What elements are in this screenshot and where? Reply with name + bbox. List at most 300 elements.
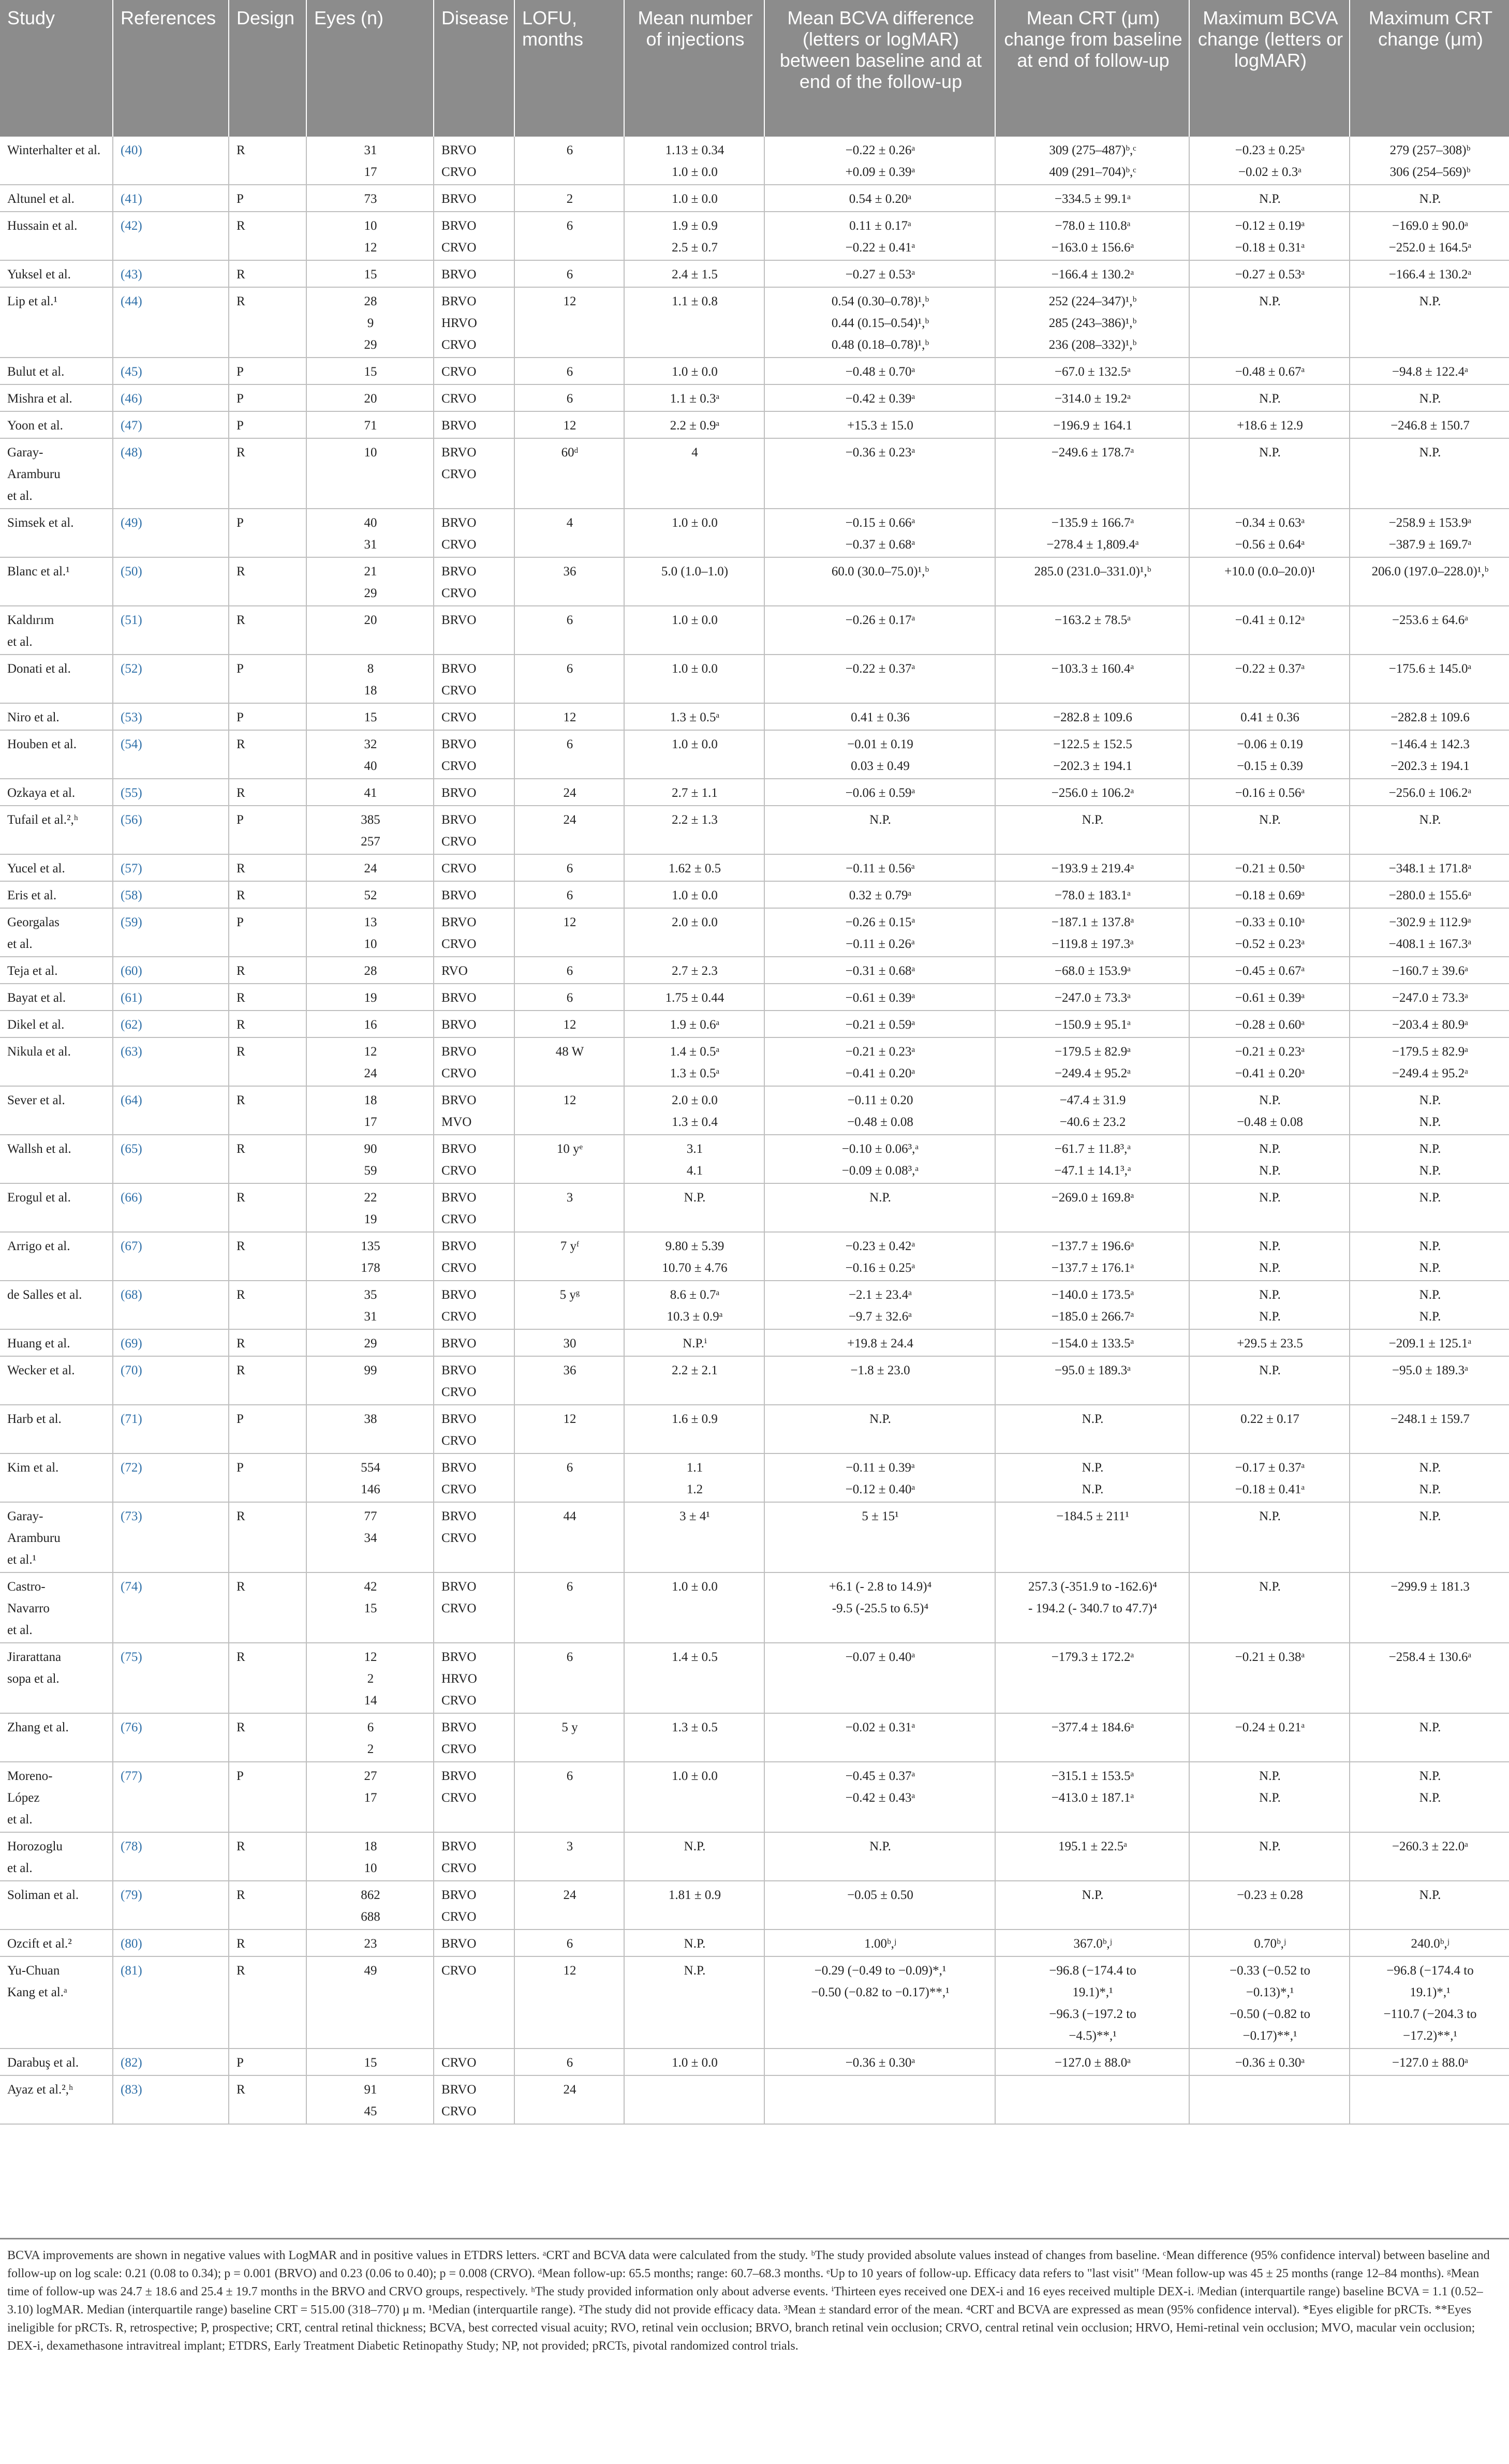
reference-link-text[interactable]: (45) <box>121 365 142 379</box>
lofu-cell <box>514 358 624 384</box>
injections-cell-line: 2.2 ± 1.3 <box>672 813 718 827</box>
injections-cell-line: 1.81 ± 0.9 <box>668 1888 721 1902</box>
reference-link-text[interactable]: (78) <box>121 1839 142 1853</box>
eyes-cell-line: 10 <box>364 219 377 233</box>
reference-link-text[interactable]: (74) <box>121 1580 142 1594</box>
eyes-cell <box>306 957 434 984</box>
reference-link-text[interactable]: (73) <box>121 1509 142 1523</box>
injections-cell <box>624 655 764 703</box>
design-cell-text: R <box>236 1720 245 1734</box>
reference-link-text[interactable]: (70) <box>121 1363 142 1377</box>
max-bcva-cell-line: N.P. <box>1259 1261 1281 1275</box>
study-cell <box>0 1281 113 1329</box>
study-cell-line: Blanc et al.¹ <box>7 565 70 578</box>
injections-cell-line: 1.0 ± 0.0 <box>672 1580 718 1594</box>
design-cell-text: P <box>236 1461 244 1475</box>
disease-cell-line: CRVO <box>441 759 477 773</box>
eyes-cell <box>306 1281 434 1329</box>
mean-crt-cell-line: −140.0 ± 173.5ᵃ <box>1051 1288 1134 1302</box>
eyes-cell <box>306 1232 434 1281</box>
study-cell <box>0 1329 113 1356</box>
injections-cell <box>624 1713 764 1762</box>
reference-link-text[interactable]: (67) <box>121 1239 142 1253</box>
disease-cell <box>434 557 514 606</box>
max-crt-cell <box>1350 1086 1509 1135</box>
table-row <box>0 384 1509 411</box>
max-bcva-cell-line: −0.34 ± 0.63ᵃ <box>1235 516 1305 530</box>
mean-crt-cell-line: 252 (224–347)¹,ᵇ <box>1048 294 1137 308</box>
mean-crt-cell <box>995 509 1189 557</box>
mean-crt-cell <box>995 908 1189 957</box>
max-bcva-cell-line: −0.13)*,¹ <box>1246 1985 1294 1999</box>
lofu-cell-text: 7 yᶠ <box>560 1239 580 1253</box>
reference-link-text[interactable]: (82) <box>121 2056 142 2070</box>
design-cell <box>229 1956 306 2049</box>
reference-link-text[interactable]: (46) <box>121 392 142 406</box>
design-cell <box>229 1881 306 1929</box>
eyes-cell-line: 15 <box>364 2056 377 2070</box>
max-bcva-cell <box>1189 1572 1350 1643</box>
table-row <box>0 1281 1509 1329</box>
disease-cell <box>434 957 514 984</box>
max-crt-cell <box>1350 411 1509 438</box>
reference-link-text[interactable]: (53) <box>121 710 142 724</box>
mean-bcva-cell <box>764 1086 995 1135</box>
reference-link <box>113 384 229 411</box>
disease-cell <box>434 1713 514 1762</box>
eyes-cell-line: 52 <box>364 888 377 902</box>
max-bcva-cell-line: −0.56 ± 0.64ᵃ <box>1235 538 1305 552</box>
mean-bcva-cell <box>764 1502 995 1572</box>
max-crt-cell-line: −408.1 ± 167.3ᵃ <box>1388 937 1472 951</box>
injections-cell <box>624 1762 764 1832</box>
injections-cell-line: 2.7 ± 1.1 <box>672 786 718 800</box>
design-cell <box>229 1502 306 1572</box>
lofu-cell-text: 6 <box>566 737 573 751</box>
mean-bcva-cell <box>764 806 995 854</box>
max-bcva-cell <box>1189 779 1350 806</box>
injections-cell <box>624 384 764 411</box>
max-bcva-cell <box>1189 509 1350 557</box>
study-cell <box>0 881 113 908</box>
max-bcva-cell <box>1189 1643 1350 1713</box>
eyes-cell-line: 31 <box>364 143 377 157</box>
design-cell-text: R <box>236 294 245 308</box>
lofu-cell <box>514 137 624 185</box>
reference-link-text[interactable]: (75) <box>121 1650 142 1664</box>
max-bcva-cell-line: N.P. <box>1259 1142 1281 1156</box>
disease-cell-line: BRVO <box>441 1412 477 1426</box>
max-crt-cell <box>1350 1232 1509 1281</box>
mean-bcva-cell <box>764 287 995 358</box>
study-cell-line: Kang et al.ᵃ <box>7 1985 67 1999</box>
max-bcva-cell <box>1189 2049 1350 2075</box>
study-cell <box>0 557 113 606</box>
max-crt-cell <box>1350 779 1509 806</box>
table-row <box>0 854 1509 881</box>
reference-link-text[interactable]: (41) <box>121 192 142 206</box>
disease-cell-line: CRVO <box>441 365 477 379</box>
study-cell-line: Niro et al. <box>7 710 60 724</box>
study-cell <box>0 1405 113 1453</box>
disease-cell <box>434 509 514 557</box>
study-cell <box>0 509 113 557</box>
reference-link-text[interactable]: (52) <box>121 662 142 676</box>
disease-cell-line: BRVO <box>441 991 477 1005</box>
lofu-cell-text: 6 <box>566 2056 573 2070</box>
reference-link-text[interactable]: (64) <box>121 1093 142 1107</box>
lofu-cell <box>514 557 624 606</box>
max-bcva-cell <box>1189 1183 1350 1232</box>
injections-cell <box>624 1405 764 1453</box>
study-cell-line: et al. <box>7 1813 33 1827</box>
study-cell-line: Nikula et al. <box>7 1045 71 1059</box>
max-bcva-cell-line: N.P. <box>1259 294 1281 308</box>
disease-cell-line: BRVO <box>441 813 477 827</box>
design-cell <box>229 384 306 411</box>
table-row <box>0 779 1509 806</box>
study-cell-line: Simsek et al. <box>7 516 74 530</box>
injections-cell-line: 1.3 ± 0.5ᵃ <box>670 710 720 724</box>
max-bcva-cell-line: −0.22 ± 0.37ᵃ <box>1235 662 1305 676</box>
disease-cell <box>434 606 514 655</box>
design-cell <box>229 1453 306 1502</box>
max-crt-cell-line: −175.6 ± 145.0ᵃ <box>1388 662 1472 676</box>
reference-link-text[interactable]: (58) <box>121 888 142 902</box>
study-cell-line: Huang et al. <box>7 1337 70 1350</box>
injections-cell <box>624 806 764 854</box>
eyes-cell-line: 32 <box>364 737 377 751</box>
study-cell <box>0 137 113 185</box>
injections-cell-line: 1.0 ± 0.0 <box>672 192 718 206</box>
reference-link-text[interactable]: (81) <box>121 1964 142 1978</box>
study-cell-line: Erogul et al. <box>7 1191 71 1205</box>
eyes-cell-line: 2 <box>367 1742 374 1756</box>
study-cell <box>0 1183 113 1232</box>
study-cell-line: et al. <box>7 1861 33 1875</box>
design-cell-text: P <box>236 192 244 206</box>
mean-bcva-cell <box>764 438 995 509</box>
injections-cell-line: 4 <box>691 446 698 459</box>
eyes-cell-line: 12 <box>364 241 377 255</box>
mean-bcva-cell-line: 5 ± 15¹ <box>862 1509 899 1523</box>
study-cell-line: Dikel et al. <box>7 1018 65 1032</box>
disease-cell <box>434 2049 514 2075</box>
injections-cell-line: 3 ± 4¹ <box>679 1509 710 1523</box>
reference-link-text[interactable]: (54) <box>121 737 142 751</box>
injections-cell <box>624 1832 764 1881</box>
reference-link-text[interactable]: (42) <box>121 219 142 233</box>
mean-crt-cell-line: −78.0 ± 183.1ᵃ <box>1054 888 1131 902</box>
eyes-cell-line: 29 <box>364 1337 377 1350</box>
reference-link-text[interactable]: (76) <box>121 1720 142 1734</box>
lofu-cell-text: 36 <box>563 565 576 578</box>
max-crt-cell <box>1350 1453 1509 1502</box>
lofu-cell <box>514 1643 624 1713</box>
design-cell-text: R <box>236 565 245 578</box>
reference-link-text[interactable]: (68) <box>121 1288 142 1302</box>
reference-link-text[interactable]: (55) <box>121 786 142 800</box>
max-crt-cell-line: 206.0 (197.0–228.0)¹,ᵇ <box>1371 565 1489 578</box>
eyes-cell <box>306 1881 434 1929</box>
injections-cell <box>624 1572 764 1643</box>
mean-crt-cell-line: −413.0 ± 187.1ᵃ <box>1051 1791 1134 1805</box>
max-crt-cell-line: −387.9 ± 169.7ᵃ <box>1388 538 1472 552</box>
mean-bcva-cell <box>764 1956 995 2049</box>
eyes-cell-line: 12 <box>364 1650 377 1664</box>
disease-cell-line: BRVO <box>441 565 477 578</box>
study-cell-line: Harb et al. <box>7 1412 62 1426</box>
max-bcva-cell <box>1189 703 1350 730</box>
injections-cell-line: N.P.ⁱ <box>683 1337 707 1350</box>
max-crt-cell-line: −258.4 ± 130.6ᵃ <box>1388 1650 1472 1664</box>
mean-crt-cell <box>995 1929 1189 1956</box>
reference-link <box>113 854 229 881</box>
table-row <box>0 1502 1509 1572</box>
max-bcva-cell-line: −0.33 (−0.52 to <box>1230 1964 1310 1978</box>
eyes-cell-line: 35 <box>364 1288 377 1302</box>
mean-crt-cell-line: N.P. <box>1082 1482 1104 1496</box>
eyes-cell <box>306 1643 434 1713</box>
reference-link-text[interactable]: (63) <box>121 1045 142 1059</box>
study-cell-line: Moreno- <box>7 1769 53 1783</box>
study-cell-line: Ozkaya et al. <box>7 786 76 800</box>
mean-crt-cell <box>995 655 1189 703</box>
lofu-cell <box>514 1956 624 2049</box>
reference-link-text[interactable]: (65) <box>121 1142 142 1156</box>
mean-bcva-cell-line: −0.22 ± 0.37ᵃ <box>845 662 915 676</box>
reference-link-text[interactable]: (51) <box>121 613 142 627</box>
max-crt-cell <box>1350 1881 1509 1929</box>
injections-cell-line: 1.1 ± 0.8 <box>672 294 718 308</box>
mean-bcva-cell-line: +15.3 ± 15.0 <box>847 419 913 433</box>
lofu-cell-text: 48 W <box>555 1045 584 1059</box>
design-cell-text: R <box>236 268 245 281</box>
mean-bcva-cell-line: −0.02 ± 0.31ᵃ <box>845 1720 915 1734</box>
max-bcva-cell <box>1189 1356 1350 1405</box>
mean-crt-cell <box>995 1643 1189 1713</box>
design-cell <box>229 806 306 854</box>
study-cell-line: Kim et al. <box>7 1461 59 1475</box>
mean-bcva-cell-line: −0.21 ± 0.59ᵃ <box>845 1018 915 1032</box>
max-crt-cell-line: N.P. <box>1419 1261 1441 1275</box>
reference-link-text[interactable]: (49) <box>121 516 142 530</box>
study-cell-line: Zhang et al. <box>7 1720 69 1734</box>
max-crt-cell <box>1350 854 1509 881</box>
max-bcva-cell-line: N.P. <box>1259 1580 1281 1594</box>
reference-link-text[interactable]: (43) <box>121 268 142 281</box>
reference-link-text[interactable]: (83) <box>121 2083 142 2097</box>
design-cell <box>229 1356 306 1405</box>
reference-link-text[interactable]: (71) <box>121 1412 142 1426</box>
reference-link-text[interactable]: (72) <box>121 1461 142 1475</box>
lofu-cell-text: 12 <box>563 1412 576 1426</box>
eyes-cell-line: 6 <box>367 1720 374 1734</box>
max-bcva-cell-line: −0.21 ± 0.23ᵃ <box>1235 1045 1305 1059</box>
header-lofu: LOFU, months <box>514 0 624 137</box>
disease-cell <box>434 1929 514 1956</box>
injections-cell <box>624 260 764 287</box>
injections-cell <box>624 881 764 908</box>
study-cell-line: Lip et al.¹ <box>7 294 58 308</box>
lofu-cell <box>514 730 624 779</box>
mean-crt-cell <box>995 384 1189 411</box>
lofu-cell <box>514 212 624 260</box>
mean-crt-cell-line: −334.5 ± 99.1ᵃ <box>1054 192 1131 206</box>
reference-link-text[interactable]: (50) <box>121 565 142 578</box>
reference-link-text[interactable]: (60) <box>121 964 142 978</box>
max-crt-cell-line: −17.2)**,¹ <box>1403 2029 1457 2043</box>
mean-crt-cell <box>995 1832 1189 1881</box>
eyes-cell <box>306 655 434 703</box>
reference-link-text[interactable]: (59) <box>121 915 142 929</box>
study-cell <box>0 984 113 1011</box>
max-crt-cell-line: −280.0 ± 155.6ᵃ <box>1388 888 1472 902</box>
reference-link-text[interactable]: (48) <box>121 446 142 459</box>
max-bcva-cell-line: −0.21 ± 0.50ᵃ <box>1235 862 1305 875</box>
max-crt-cell-line: N.P. <box>1419 1720 1441 1734</box>
mean-bcva-cell-line: −0.09 ± 0.08³,ᵃ <box>841 1164 919 1178</box>
disease-cell-line: BRVO <box>441 1337 477 1350</box>
disease-cell <box>434 908 514 957</box>
reference-link-text[interactable]: (77) <box>121 1769 142 1783</box>
mean-bcva-cell-line: 0.41 ± 0.36 <box>851 710 910 724</box>
reference-link-text[interactable]: (79) <box>121 1888 142 1902</box>
eyes-cell-line: 49 <box>364 1964 377 1978</box>
mean-bcva-cell-line: −0.01 ± 0.19 <box>847 737 913 751</box>
mean-crt-cell-line: −67.0 ± 132.5ᵃ <box>1054 365 1131 379</box>
max-crt-cell-line: −246.8 ± 150.7 <box>1390 419 1470 433</box>
lofu-cell <box>514 1832 624 1881</box>
max-bcva-cell-line: N.P. <box>1259 1239 1281 1253</box>
design-cell <box>229 1011 306 1037</box>
lofu-cell <box>514 1881 624 1929</box>
max-bcva-cell-line: −0.24 ± 0.21ᵃ <box>1235 1720 1305 1734</box>
injections-cell-line: 1.62 ± 0.5 <box>668 862 721 875</box>
reference-link-text[interactable]: (80) <box>121 1937 142 1951</box>
reference-link-text[interactable]: (61) <box>121 991 142 1005</box>
reference-link <box>113 1762 229 1832</box>
mean-bcva-cell-line: −0.15 ± 0.66ᵃ <box>845 516 915 530</box>
lofu-cell-text: 12 <box>563 1964 576 1978</box>
mean-crt-cell-line: −166.4 ± 130.2ᵃ <box>1051 268 1134 281</box>
disease-cell <box>434 1183 514 1232</box>
reference-link-text[interactable]: (44) <box>121 294 142 308</box>
max-bcva-cell <box>1189 1281 1350 1329</box>
disease-cell-line: CRVO <box>441 1861 477 1875</box>
disease-cell-line: BRVO <box>441 1769 477 1783</box>
mean-crt-cell-line: −119.8 ± 197.3ᵃ <box>1052 937 1134 951</box>
disease-cell-line: BRVO <box>441 888 477 902</box>
eyes-cell-line: 34 <box>364 1531 377 1545</box>
injections-cell-line: N.P. <box>684 1937 706 1951</box>
study-cell <box>0 2075 113 2124</box>
design-cell <box>229 854 306 881</box>
disease-cell-line: CRVO <box>441 1261 477 1275</box>
lofu-cell <box>514 509 624 557</box>
mean-crt-cell-line: −137.7 ± 196.6ᵃ <box>1051 1239 1134 1253</box>
reference-link-text[interactable]: (47) <box>121 419 142 433</box>
max-bcva-cell <box>1189 1762 1350 1832</box>
max-crt-cell <box>1350 1713 1509 1762</box>
max-crt-cell <box>1350 1135 1509 1183</box>
eyes-cell-line: 28 <box>364 294 377 308</box>
table-row <box>0 1037 1509 1086</box>
study-cell-line: et al. <box>7 635 33 649</box>
mean-crt-cell-line: 195.1 ± 22.5ᵃ <box>1058 1839 1128 1853</box>
max-crt-cell-line: N.P. <box>1419 1791 1441 1805</box>
mean-bcva-cell <box>764 606 995 655</box>
mean-bcva-cell <box>764 1643 995 1713</box>
design-cell <box>229 137 306 185</box>
design-cell-text: R <box>236 1650 245 1664</box>
mean-crt-cell-line: 367.0ᵇ,ʲ <box>1073 1937 1112 1951</box>
disease-cell-line: BRVO <box>441 1191 477 1205</box>
mean-bcva-cell-line: −0.27 ± 0.53ᵃ <box>845 268 915 281</box>
mean-crt-cell <box>995 1453 1189 1502</box>
eyes-cell-line: 16 <box>364 1018 377 1032</box>
max-bcva-cell-line: +29.5 ± 23.5 <box>1237 1337 1303 1350</box>
disease-cell-line: CRVO <box>441 1791 477 1805</box>
mean-crt-cell <box>995 1956 1189 2049</box>
injections-cell-line: 1.2 <box>686 1482 703 1496</box>
reference-link-text[interactable]: (62) <box>121 1018 142 1032</box>
mean-bcva-cell-line: −0.48 ± 0.70ᵃ <box>845 365 915 379</box>
max-crt-cell <box>1350 806 1509 854</box>
reference-link-text[interactable]: (66) <box>121 1191 142 1205</box>
table-row <box>0 1572 1509 1643</box>
lofu-cell-text: 60ᵈ <box>561 446 579 459</box>
design-cell-text: R <box>236 1239 245 1253</box>
lofu-cell <box>514 957 624 984</box>
mean-crt-cell <box>995 557 1189 606</box>
max-bcva-cell-line: −0.28 ± 0.60ᵃ <box>1235 1018 1305 1032</box>
reference-link-text[interactable]: (40) <box>121 143 142 157</box>
lofu-cell <box>514 655 624 703</box>
injections-cell <box>624 212 764 260</box>
reference-link <box>113 1929 229 1956</box>
reference-link-text[interactable]: (56) <box>121 813 142 827</box>
reference-link-text[interactable]: (57) <box>121 862 142 875</box>
reference-link <box>113 1832 229 1881</box>
reference-link-text[interactable]: (69) <box>121 1337 142 1350</box>
study-cell <box>0 854 113 881</box>
header-references: References <box>113 0 229 137</box>
mean-crt-cell-line: N.P. <box>1082 813 1104 827</box>
study-cell <box>0 1572 113 1643</box>
mean-crt-cell-line: N.P. <box>1082 1412 1104 1426</box>
mean-bcva-cell <box>764 1135 995 1183</box>
eyes-cell <box>306 1086 434 1135</box>
table-footnote: BCVA improvements are shown in negative values with LogMAR and in positive values in ETDRS letters. ᵃCRT and BCVA data were calculated from the study. ᵇThe study provided absolute values instead of changes from baseline. ᶜMean difference (95% confidence interval) between baseline and follow-up on log scale: 0.21 (0.08 to 0.34); p = 0.001 (BRVO) and 0.23 (0.06 to 0.40); p = 0.008 (CRVO). ᵈMean follow-up: 65.5 months; range: 60.7–68.3 months. ᵉUp to 10 years of follow-up. Efficacy data refers to "last visit" ᶠMean follow-up was 45 ± 25 months (range 12–84 months). ᵍMean time of follow-up was 24.7 ± 18.6 and 25.4 ± 19.7 months in the BRVO and CRVO groups, respectively. ʰThe study provided information only about adverse events. ⁱThirteen eyes received one DEX-i and 16 eyes received multiple DEX-i. ʲMedian (interquartile range) baseline BCVA = 1.1 (0.52–3.10) logMAR. Median (interquartile range) baseline CRT = 515.00 (318–770) μ m. ¹Median (interquartile range). ²The study did not provide efficacy data. ³Mean ± standard error of the mean. ⁴CRT and BCVA are expressed as mean (95% confidence interval). *Eyes eligible for pRCTs. **Eyes ineligible for pRCTs. R, retrospective; P, prospective; CRT, central retinal thickness; BCVA, best corrected visual acuity; RVO, retinal vein occlusion; BRVO, branch retinal vein occlusion; CRVO, central retinal vein occlusion; HRVO, Hemi-retinal vein occlusion; MVO, macular vein occlusion; DEX-i, dexamethasone intravitreal implant; ETDRS, Early Treatment Diabetic Retinopathy Study; NP, not provided; pRCTs, pivotal randomized control trials. <box>0 2238 1509 2355</box>
eyes-cell <box>306 557 434 606</box>
injections-cell-line: 10.70 ± 4.76 <box>662 1261 728 1275</box>
study-cell-line: Ozcift et al.² <box>7 1937 72 1951</box>
study-cell-line: Navarro <box>7 1601 50 1615</box>
study-cell-line: Wallsh et al. <box>7 1142 71 1156</box>
design-cell <box>229 411 306 438</box>
design-cell <box>229 1281 306 1329</box>
header-mean-crt: Mean CRT (μm) change from baseline at end of follow-up <box>995 0 1189 137</box>
design-cell <box>229 2075 306 2124</box>
lofu-cell-text: 24 <box>563 2083 576 2097</box>
max-crt-cell-line: −302.9 ± 112.9ᵃ <box>1389 915 1471 929</box>
design-cell <box>229 1405 306 1453</box>
injections-cell <box>624 137 764 185</box>
disease-cell <box>434 287 514 358</box>
max-crt-cell-line: −282.8 ± 109.6 <box>1390 710 1470 724</box>
injections-cell <box>624 1011 764 1037</box>
